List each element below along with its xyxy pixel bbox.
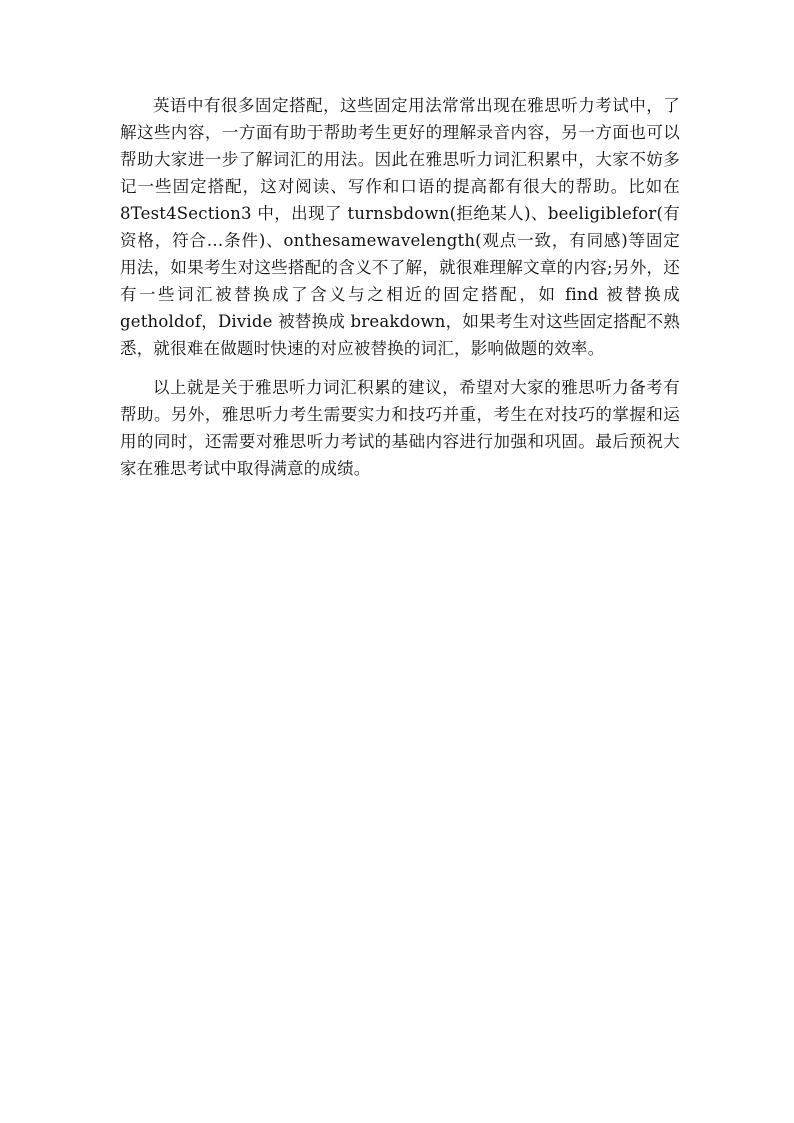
paragraph-conclusion: 以上就是关于雅思听力词汇积累的建议，希望对大家的雅思听力备考有帮助。另外，雅思听力考生需要实力和技巧并重，考生在对技巧的掌握和运用的同时，还需要对雅思听力考试的基础内容进行加强和巩固。最后预祝大家在雅思考试中取得满意的成绩。: [120, 378, 680, 478]
document-body: [120, 92, 680, 482]
paragraph-fixed-collocations: 英语中有很多固定搭配，这些固定用法常常出现在雅思听力考试中，了解这些内容，一方面有助于帮助考生更好的理解录音内容，另一方面也可以帮助大家进一步了解词汇的用法。因此在雅思听力词汇积累中，大家不妨多记一些固定搭配，这对阅读、写作和口语的提高都有很大的帮助。比如在 8Test4Section3 中，出现了 turnsbdown(拒绝某人)、beeligiblefor(有资格，符合…条件)、onthesamewavelength(观点一致，有同感)等固定用法，如果考生对这些搭配的含义不了解，就很难理解文章的内容;另外，还有一些词汇被替换成了含义与之相近的固定搭配，如 find 被替换成 getholdof，Divide 被替换成 breakdown，如果考生对这些固定搭配不熟悉，就很难在做题时快速的对应被替换的词汇，影响做题的效率。: [120, 96, 680, 358]
